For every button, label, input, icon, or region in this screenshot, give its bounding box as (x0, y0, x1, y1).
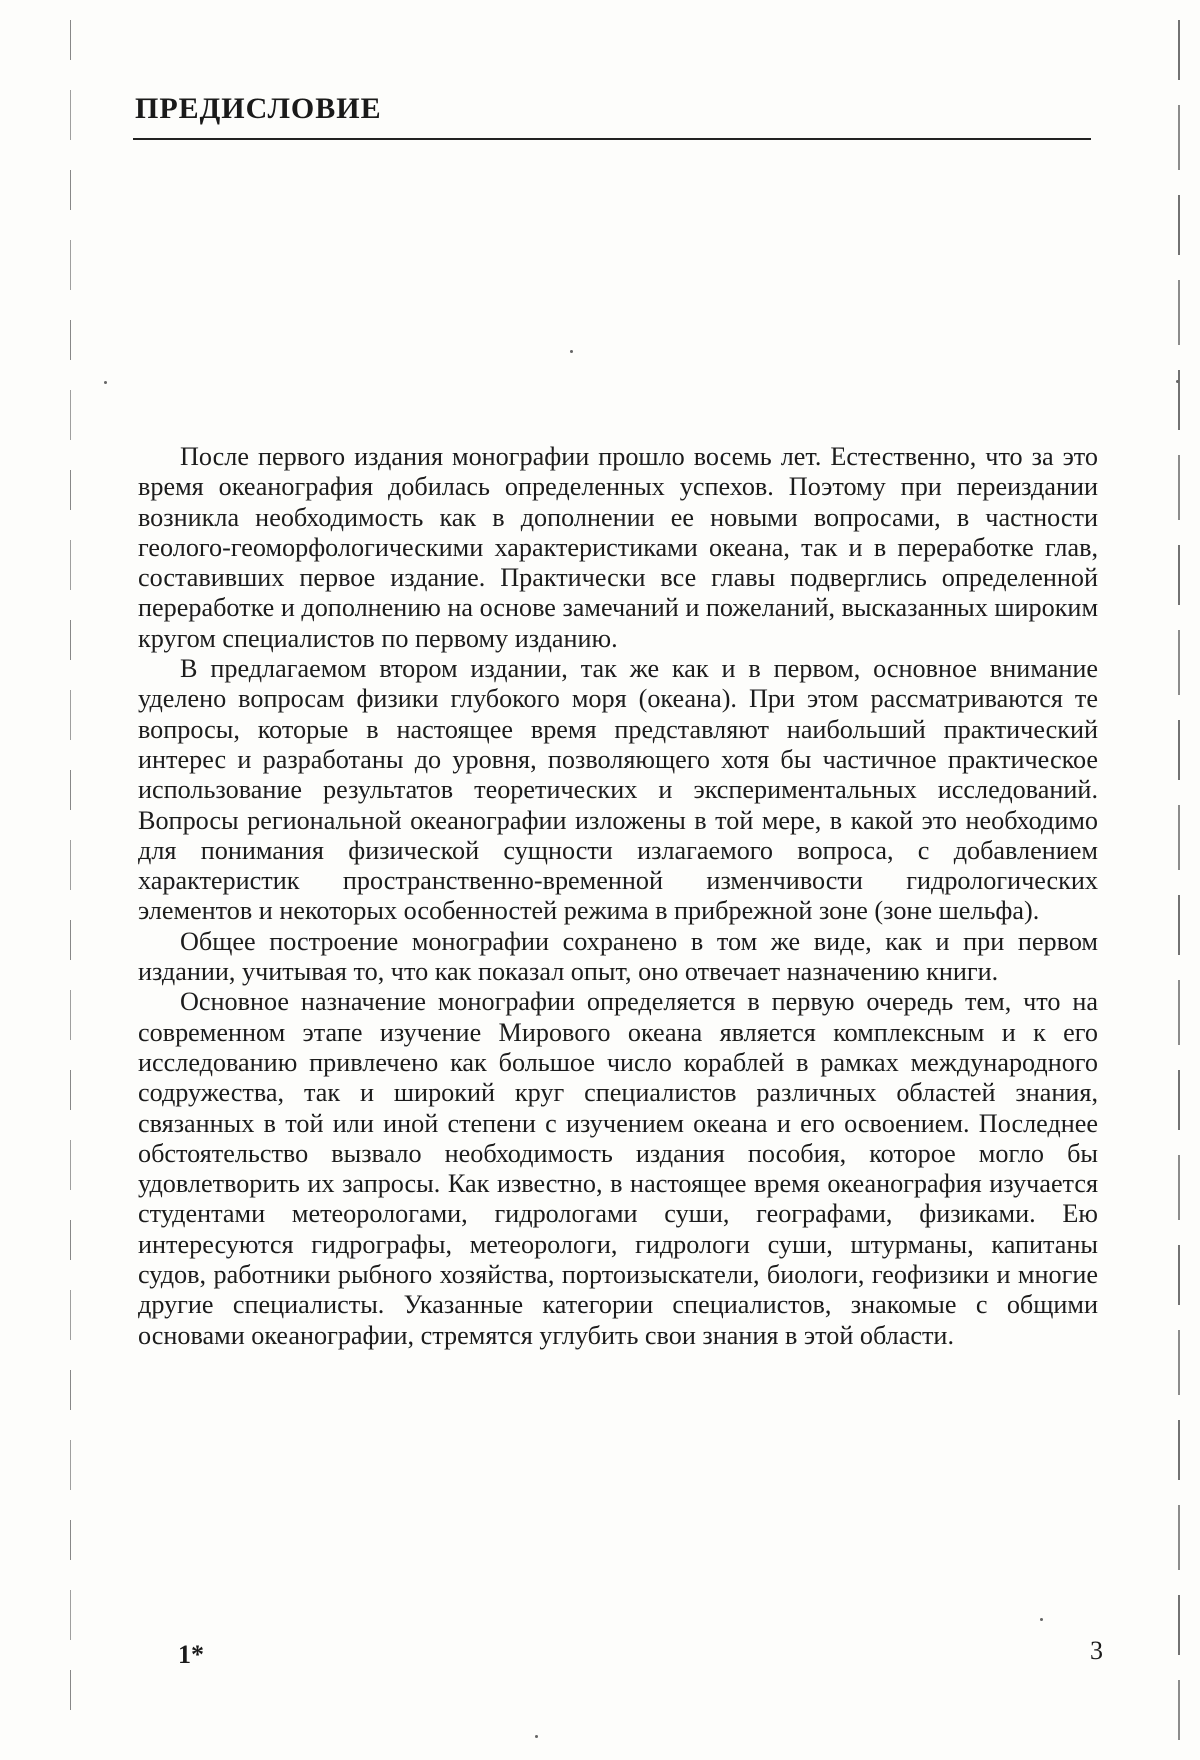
book-page (0, 0, 1200, 1760)
paragraph-2: В предлагаемом втором издании, так же как и в первом, основное внимание уделено вопросам физики глубокого моря (океана). При этом рассматриваются те вопросы, которые в настоящее время представляют наибольший практический интерес и разработаны до уровня, позволяющего хотя бы частичное практическое использование результатов теоретических и экспериментальных исследований. Вопросы региональной океанографии изложены в той мере, в какой это необходимо для понимания физической сущности излагаемого вопроса, с добавлением характеристик пространственно-временной изменчивости гидрологических элементов и некоторых особенностей режима в прибрежной зоне (зоне шельфа). (138, 654, 1098, 927)
scan-speck (1176, 380, 1179, 383)
paragraph-1: После первого издания монографии прошло восемь лет. Естественно, что за это время океанография добилась определенных успехов. Поэтому при переиздании возникла необходимость как в дополнении ее новыми вопросами, в частности геолого-геоморфологическими характеристиками океана, так и в переработке глав, составивших первое издание. Практически все главы подверглись определенной переработке и дополнению на основе замечаний и пожеланий, высказанных широким кругом специалистов по первому изданию. (138, 442, 1098, 654)
scan-edge-right (1178, 20, 1180, 1740)
heading-rule (133, 138, 1091, 140)
chapter-heading: ПРЕДИСЛОВИЕ (135, 92, 382, 126)
scan-edge-left (70, 20, 71, 1740)
scan-speck (1040, 1618, 1043, 1621)
scan-speck (570, 350, 573, 353)
scan-speck (535, 1735, 538, 1738)
paragraph-3: Общее построение монографии сохранено в том же виде, как и при первом издании, учитывая то, что как показал опыт, оно отвечает назначению книги. (138, 927, 1098, 988)
body-text (138, 442, 1098, 1351)
page-number: 3 (1090, 1636, 1103, 1666)
signature-mark: 1* (178, 1640, 204, 1670)
scan-speck (104, 381, 107, 384)
paragraph-4: Основное назначение монографии определяется в первую очередь тем, что на современном этапе изучение Мирового океана является комплексным и к его исследованию привлечено как большое число кораблей в рамках международного содружества, так и широкий круг специалистов различных областей знания, связанных в той или иной степени с изучением океана и его освоением. Последнее обстоятельство вызвало необходимость издания пособия, которое могло бы удовлетворить их запросы. Как известно, в настоящее время океанография изучается студентами метеорологами, гидрологами суши, географами, физиками. Ею интересуются гидрографы, метеорологи, гидрологи суши, штурманы, капитаны судов, работники рыбного хозяйства, портоизыскатели, биологи, геофизики и многие другие специалисты. Указанные категории специалистов, знакомые с общими основами океанографии, стремятся углубить свои знания в этой области. (138, 987, 1098, 1351)
